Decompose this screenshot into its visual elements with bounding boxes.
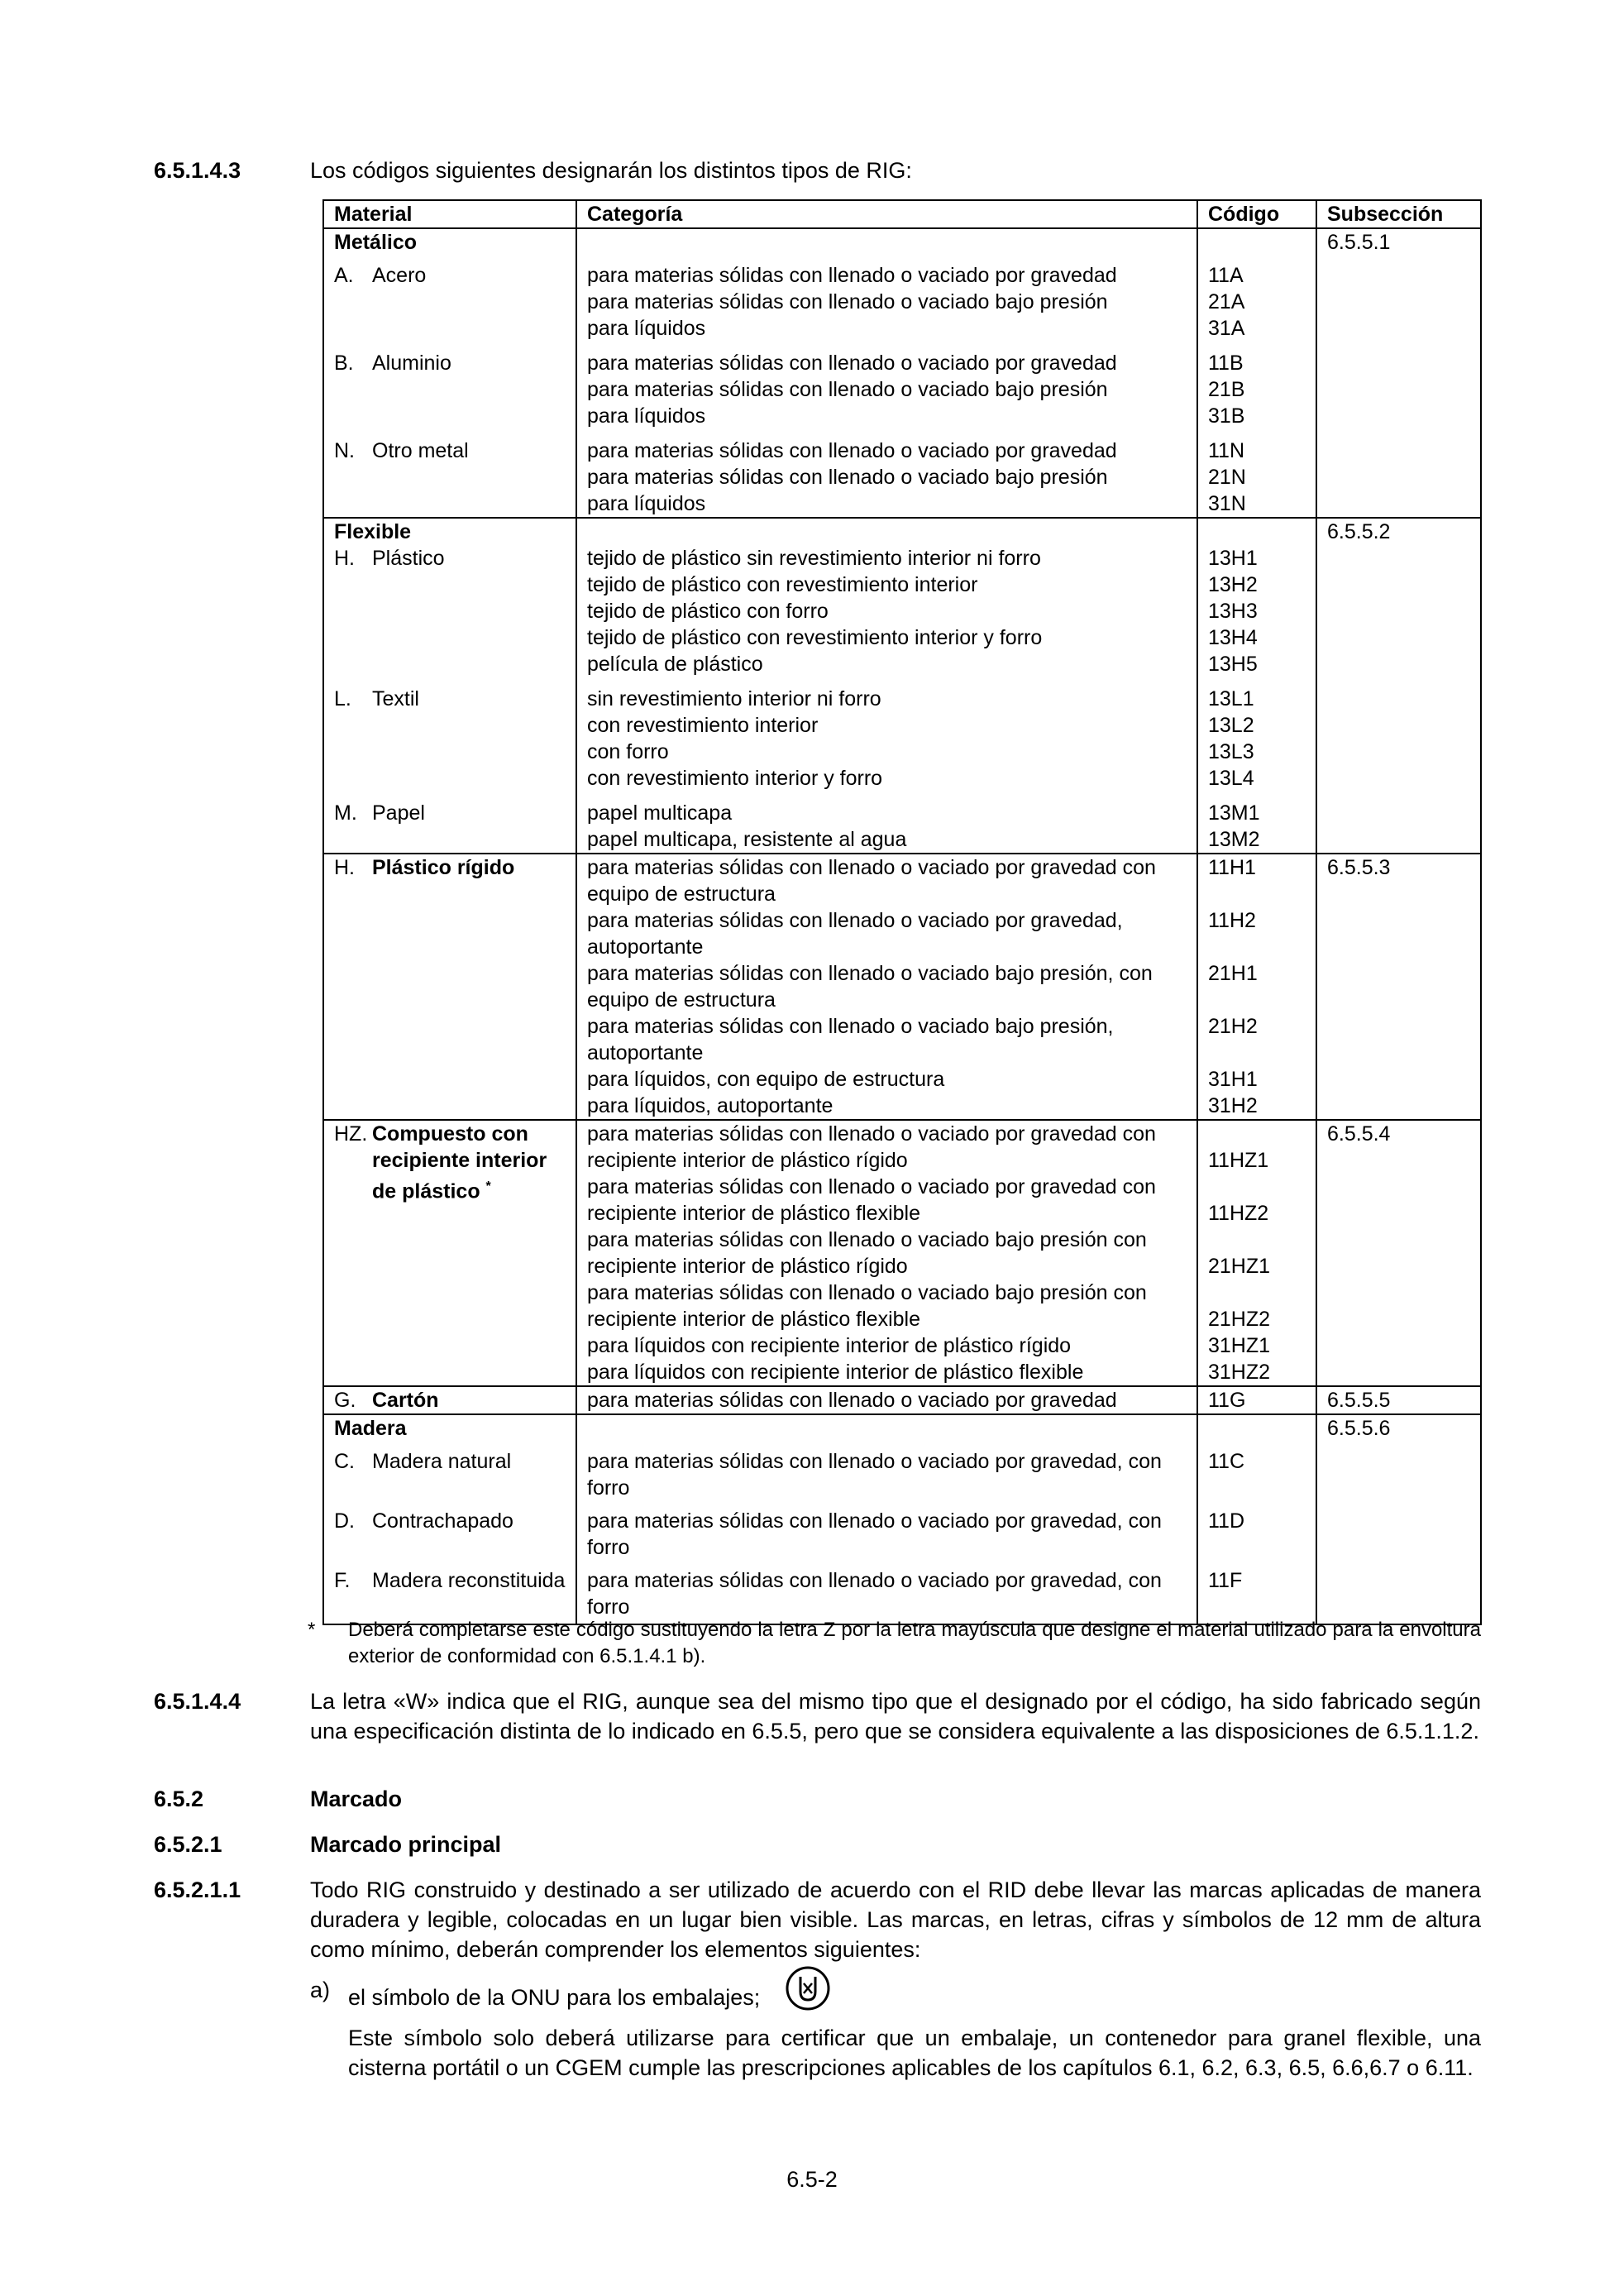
- category-line: para materias sólidas con llenado o vaciado por gravedad, con forro: [576, 1442, 1197, 1501]
- category-line: para líquidos con recipiente interior de plástico rígido: [587, 1334, 1072, 1357]
- code: 21HZ1: [1208, 1255, 1271, 1278]
- code: 11A: [1208, 264, 1244, 287]
- group-row-compuesto: [323, 1120, 1481, 1386]
- category-line: para materias sólidas con llenado o vaciado por gravedad con equipo de estructura: [587, 856, 1156, 906]
- category-line: con revestimiento interior y forro: [587, 767, 883, 790]
- category-line: para líquidos: [587, 317, 706, 340]
- code: 13L3: [1208, 740, 1254, 763]
- category-line: tejido de plástico con forro: [587, 600, 829, 623]
- category-line: con revestimiento interior: [587, 714, 819, 737]
- code: 13H1: [1208, 547, 1258, 570]
- material-name: Madera natural: [372, 1450, 512, 1473]
- material-name: Contrachapado: [372, 1509, 513, 1533]
- material-name: Otro metal: [372, 439, 469, 462]
- code: 31N: [1208, 492, 1246, 515]
- category-line: para materias sólidas con llenado o vaciado por gravedad con recipiente interior de plástico flexible: [587, 1175, 1156, 1225]
- code: 31H1: [1208, 1068, 1258, 1091]
- category-line: para líquidos: [587, 404, 706, 428]
- code: 21HZ2: [1208, 1308, 1271, 1331]
- subseccion: 6.5.5.2: [1316, 518, 1481, 545]
- category-line: papel multicapa, resistente al agua: [587, 828, 907, 851]
- code: 11B: [1208, 352, 1244, 375]
- group-title: Flexible: [323, 518, 576, 545]
- group-row-flexible: [323, 518, 1481, 545]
- category-line: tejido de plástico con revestimiento interior: [587, 573, 978, 596]
- footnote-mark: *: [308, 1619, 316, 1641]
- section-number-6-5-2-1: 6.5.2.1: [154, 1832, 222, 1857]
- material-name: Acero: [372, 264, 427, 287]
- group-row-madera: [323, 1414, 1481, 1442]
- code: 13L1: [1208, 687, 1254, 710]
- header-categoria: Categoría: [576, 200, 1197, 228]
- section-text-6-5-1-4-3: Los códigos siguientes designarán los distintos tipos de RIG:: [310, 158, 912, 183]
- un-packaging-symbol-icon: [785, 1965, 831, 2029]
- category-line: para materias sólidas con llenado o vaciado bajo presión con recipiente interior de plástico rígido: [587, 1228, 1147, 1278]
- category-line: para materias sólidas con llenado o vaciado por gravedad, con forro: [576, 1561, 1197, 1624]
- material-name: Cartón: [372, 1389, 439, 1412]
- code: 21B: [1208, 378, 1245, 401]
- code: 13H2: [1208, 573, 1258, 596]
- code: 31HZ2: [1208, 1361, 1271, 1384]
- material-letter: F.: [334, 1569, 351, 1592]
- material-letter: B.: [334, 352, 354, 375]
- group-title: Madera: [323, 1414, 576, 1442]
- code: 13L4: [1208, 767, 1254, 790]
- category-line: para materias sólidas con llenado o vaciado bajo presión: [587, 378, 1108, 401]
- material-row: [323, 792, 1481, 854]
- code: 13H3: [1208, 600, 1258, 623]
- section-number-6-5-2-1-1: 6.5.2.1.1: [154, 1877, 241, 1902]
- group-row-plastico-rigido: [323, 854, 1481, 1120]
- code: 13M1: [1208, 801, 1260, 825]
- material-name: Compuesto con recipiente interior de plástico: [372, 1122, 547, 1203]
- category-line: para materias sólidas con llenado o vaciado bajo presión con recipiente interior de plástico flexible: [587, 1281, 1147, 1331]
- category-line: para materias sólidas con llenado o vaciado bajo presión: [587, 290, 1108, 313]
- group-title: Metálico: [323, 228, 576, 256]
- material-letter: N.: [334, 439, 355, 462]
- category-line: para materias sólidas con llenado o vaciado por gravedad: [576, 1386, 1197, 1414]
- code: 31HZ1: [1208, 1334, 1271, 1357]
- material-letter: M.: [334, 801, 357, 825]
- list-item-a-note: Este símbolo solo deberá utilizarse para certificar que un embalaje, un contenedor para granel flexible, una cisterna portátil o un CGEM cumple las prescripciones aplicables de los capítulos 6.1, 6.2, 6.3, 6.5, 6.6,6.7 o 6.11.: [348, 2026, 1481, 2080]
- code: 11N: [1208, 439, 1245, 462]
- code: 11HZ2: [1208, 1202, 1269, 1225]
- material-name: Aluminio: [372, 352, 451, 375]
- category-line: con forro: [587, 740, 669, 763]
- material-row: [323, 342, 1481, 429]
- material-letter: D.: [334, 1509, 355, 1533]
- material-name: Textil: [372, 687, 419, 710]
- code: 21H2: [1208, 1015, 1258, 1038]
- category-line: película de plástico: [587, 653, 763, 676]
- material-name: Plástico rígido: [372, 856, 515, 879]
- group-row-carton: [323, 1386, 1481, 1414]
- code: 13H4: [1208, 626, 1258, 649]
- category-line: para líquidos: [587, 492, 706, 515]
- code: 11D: [1197, 1501, 1316, 1561]
- code: 21A: [1208, 290, 1245, 313]
- material-row: [323, 429, 1481, 518]
- subseccion: 6.5.5.3: [1316, 854, 1481, 1120]
- category-line: para materias sólidas con llenado o vaciado bajo presión, autoportante: [587, 1015, 1114, 1064]
- code: 11HZ1: [1208, 1149, 1269, 1172]
- subseccion: 6.5.5.5: [1316, 1386, 1481, 1414]
- section-title-marcado: Marcado: [310, 1787, 403, 1811]
- page-number: 6.5-2: [786, 2167, 838, 2192]
- material-row: [323, 545, 1481, 677]
- category-line: tejido de plástico sin revestimiento interior ni forro: [587, 547, 1041, 570]
- subseccion: 6.5.5.4: [1316, 1120, 1481, 1386]
- section-number-6-5-2: 6.5.2: [154, 1787, 204, 1811]
- code: 11F: [1197, 1561, 1316, 1624]
- list-item-a-text: el símbolo de la ONU para los embalajes;: [348, 1984, 761, 2010]
- section-text-6-5-1-4-4: La letra «W» indica que el RIG, aunque sea del mismo tipo que el designado por el código, ha sido fabricado según una especificación distinta de lo indicado en 6.5.5, pero que se considera equivalente a las disposiciones de 6.5.1.1.2.: [310, 1689, 1481, 1744]
- list-item-a: [348, 1965, 831, 2029]
- group-row-metalico: [323, 228, 1481, 256]
- material-name: Plástico: [372, 547, 445, 570]
- code: 21H1: [1208, 962, 1258, 985]
- code: 13M2: [1208, 828, 1260, 851]
- category-line: para líquidos, autoportante: [587, 1094, 833, 1117]
- category-line: para materias sólidas con llenado o vaciado por gravedad: [587, 264, 1117, 287]
- category-line: para materias sólidas con llenado o vaciado bajo presión: [587, 466, 1108, 489]
- table-header-row: [323, 200, 1481, 228]
- category-line: para materias sólidas con llenado o vaciado por gravedad con recipiente interior de plástico rígido: [587, 1122, 1156, 1172]
- material-row: [323, 677, 1481, 792]
- subseccion: 6.5.5.1: [1316, 228, 1481, 256]
- material-letter: C.: [334, 1450, 355, 1473]
- category-line: para materias sólidas con llenado o vaciado por gravedad: [587, 352, 1117, 375]
- category-line: sin revestimiento interior ni forro: [587, 687, 881, 710]
- material-letter: G.: [334, 1389, 356, 1412]
- code: 11H1: [1208, 856, 1256, 879]
- subseccion: 6.5.5.6: [1316, 1414, 1481, 1442]
- material-letter: HZ.: [334, 1122, 368, 1146]
- material-name: Madera reconstituida: [372, 1569, 566, 1592]
- code: 21N: [1208, 466, 1246, 489]
- category-line: para materias sólidas con llenado o vaciado bajo presión, con equipo de estructura: [587, 962, 1153, 1012]
- code: 31A: [1208, 317, 1245, 340]
- material-letter: A.: [334, 264, 354, 287]
- code: 13L2: [1208, 714, 1254, 737]
- code: 11G: [1197, 1386, 1316, 1414]
- material-row: [323, 1442, 1481, 1501]
- code: 31H2: [1208, 1094, 1258, 1117]
- material-row: [323, 1561, 1481, 1624]
- section-number-6-5-1-4-3: 6.5.1.4.3: [154, 158, 241, 183]
- rig-codes-table: [322, 199, 1482, 1625]
- category-line: para líquidos, con equipo de estructura: [587, 1068, 945, 1091]
- category-line: papel multicapa: [587, 801, 733, 825]
- section-title-marcado-principal: Marcado principal: [310, 1832, 502, 1857]
- category-line: para líquidos con recipiente interior de plástico flexible: [587, 1361, 1084, 1384]
- footnote-text: Deberá completarse este código sustituyendo la letra Z por la letra mayúscula que designe el material utilizado para la envoltura exterior de conformidad con 6.5.1.4.1 b).: [348, 1619, 1481, 1667]
- material-name: Papel: [372, 801, 425, 825]
- code: 13H5: [1208, 653, 1258, 676]
- category-line: para materias sólidas con llenado o vaciado por gravedad: [587, 439, 1117, 462]
- category-line: tejido de plástico con revestimiento interior y forro: [587, 626, 1043, 649]
- code: 11H2: [1208, 909, 1256, 932]
- section-number-6-5-1-4-4: 6.5.1.4.4: [154, 1689, 241, 1714]
- section-text-6-5-2-1-1: Todo RIG construido y destinado a ser utilizado de acuerdo con el RID debe llevar las marcas aplicadas de manera duradera y legible, colocadas en un lugar bien visible. Las marcas, en letras, cifras y símbolos de 12 mm de altura como mínimo, deberán comprender los elementos siguientes:: [310, 1877, 1481, 1962]
- material-row: [323, 1501, 1481, 1561]
- material-letter: H.: [334, 547, 355, 570]
- material-letter: H.: [334, 856, 355, 879]
- code: 31B: [1208, 404, 1245, 428]
- header-subseccion: Subsección: [1316, 200, 1481, 228]
- category-line: para materias sólidas con llenado o vaciado por gravedad, con forro: [576, 1501, 1197, 1561]
- footnote-marker: *: [485, 1179, 491, 1193]
- header-codigo: Código: [1197, 200, 1316, 228]
- list-item-a-label: a): [310, 1978, 331, 2002]
- code: 11C: [1197, 1442, 1316, 1501]
- material-letter: L.: [334, 687, 351, 710]
- category-line: para materias sólidas con llenado o vaciado por gravedad, autoportante: [587, 909, 1123, 959]
- header-material: Material: [323, 200, 576, 228]
- material-row: [323, 256, 1481, 342]
